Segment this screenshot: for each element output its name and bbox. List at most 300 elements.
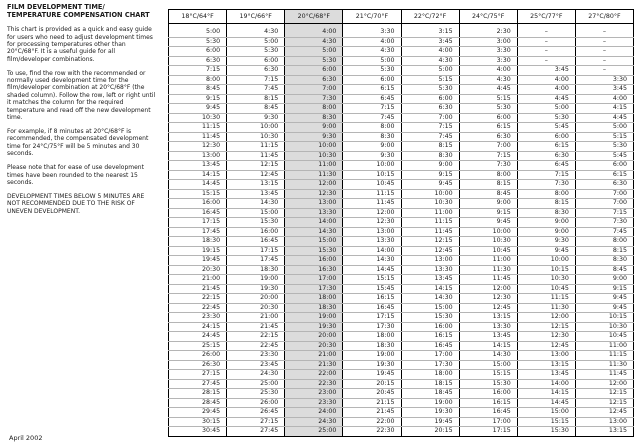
table-cell: 7:45 — [343, 113, 401, 123]
table-row — [169, 37, 634, 47]
table-cell: 5:30 — [401, 85, 459, 95]
table-cell: 18:00 — [285, 294, 343, 304]
table-cell: 19:45 — [169, 256, 227, 266]
table-cell: 11:15 — [169, 123, 227, 133]
table-cell: 19:30 — [285, 322, 343, 332]
table-cell: 6:30 — [401, 104, 459, 114]
table-cell: 18:00 — [343, 332, 401, 342]
table-cell: 11:30 — [285, 170, 343, 180]
table-cell: 9:45 — [169, 104, 227, 114]
warning-note: DEVELOPMENT TIMES BELOW 5 MINUTES ARE NOT RECOMMENDED DUE TO THE RISK OF UNEVEN DEVELOPMENT. — [7, 192, 145, 215]
table-cell: 6:15 — [575, 170, 633, 180]
table-cell: 14:45 — [517, 398, 575, 408]
table-row — [169, 427, 634, 437]
header-18c: 18°C/64°F — [169, 10, 227, 24]
table-cell: – — [575, 28, 633, 37]
table-cell: 14:00 — [517, 379, 575, 389]
table-cell: 15:00 — [459, 360, 517, 370]
table-cell: 11:15 — [575, 351, 633, 361]
table-cell: 11:15 — [343, 189, 401, 199]
table-cell: 7:30 — [517, 180, 575, 190]
table-cell: 13:00 — [343, 227, 401, 237]
table-cell: 13:00 — [517, 351, 575, 361]
table-cell: 24:15 — [169, 322, 227, 332]
table-cell: 8:45 — [575, 265, 633, 275]
table-cell: 10:15 — [343, 170, 401, 180]
table-cell: 23:30 — [169, 313, 227, 323]
table-cell: 3:45 — [517, 66, 575, 76]
table-cell: 8:00 — [459, 170, 517, 180]
table-cell: 12:30 — [459, 294, 517, 304]
table-cell: 9:45 — [517, 246, 575, 256]
table-cell: 14:30 — [285, 227, 343, 237]
table-row — [169, 389, 634, 399]
table-cell: 8:15 — [459, 180, 517, 190]
table-cell: 16:00 — [169, 199, 227, 209]
table-cell: 20:30 — [285, 341, 343, 351]
table-cell: 21:45 — [169, 284, 227, 294]
table-cell: 7:00 — [285, 85, 343, 95]
table-cell: – — [517, 56, 575, 66]
table-row — [169, 322, 634, 332]
table-row — [169, 104, 634, 114]
table-cell: 21:00 — [285, 351, 343, 361]
table-cell: 21:00 — [227, 313, 285, 323]
table-cell: 28:45 — [169, 398, 227, 408]
table-row — [169, 47, 634, 57]
table-cell: 12:00 — [285, 180, 343, 190]
table-cell: 13:15 — [459, 313, 517, 323]
table-cell: 7:15 — [227, 75, 285, 85]
table-cell: 10:30 — [401, 199, 459, 209]
instructions-panel — [7, 4, 157, 222]
table-cell: 7:45 — [401, 132, 459, 142]
header-22c: 22°C/72°F — [401, 10, 459, 24]
table-cell: 4:45 — [517, 94, 575, 104]
publication-date: April 2002 — [9, 434, 43, 442]
table-cell: 15:45 — [343, 284, 401, 294]
table-cell: 9:45 — [575, 303, 633, 313]
table-row — [169, 151, 634, 161]
table-row — [169, 332, 634, 342]
table-cell: 10:00 — [227, 123, 285, 133]
table-cell: 13:30 — [459, 322, 517, 332]
table-cell: 7:15 — [459, 151, 517, 161]
table-cell: 15:15 — [169, 189, 227, 199]
table-cell: 8:30 — [575, 256, 633, 266]
table-cell: 15:00 — [285, 237, 343, 247]
table-cell: 17:15 — [343, 313, 401, 323]
table-row — [169, 56, 634, 66]
example-paragraph: For example, if 8 minutes at 20°C/68°F is recommended, the compensated development time for 24°C/75°F will be 5 minutes and 30 seconds. — [7, 127, 149, 158]
table-cell: 12:15 — [575, 398, 633, 408]
table-cell: 13:00 — [575, 417, 633, 427]
table-cell: 12:45 — [227, 170, 285, 180]
table-row — [169, 132, 634, 142]
table-cell: 13:15 — [517, 360, 575, 370]
table-cell: 8:30 — [401, 151, 459, 161]
table-cell: 16:45 — [227, 237, 285, 247]
table-cell: 5:30 — [459, 104, 517, 114]
table-row — [169, 218, 634, 228]
table-cell: 19:30 — [227, 284, 285, 294]
table-cell: 10:30 — [575, 322, 633, 332]
table-cell: 15:00 — [227, 208, 285, 218]
table-cell: 14:15 — [401, 284, 459, 294]
table-cell: 3:30 — [459, 47, 517, 57]
table-cell: 6:00 — [285, 66, 343, 76]
table-cell: 5:15 — [459, 94, 517, 104]
table-cell: 17:30 — [343, 322, 401, 332]
table-cell: 9:15 — [401, 170, 459, 180]
table-cell: 13:45 — [227, 189, 285, 199]
table-cell: 11:30 — [575, 360, 633, 370]
table-cell: 7:45 — [575, 227, 633, 237]
table-cell: 13:45 — [169, 161, 227, 171]
table-cell: 10:00 — [343, 161, 401, 171]
table-cell: 4:45 — [459, 85, 517, 95]
table-cell: 11:45 — [227, 151, 285, 161]
header-27c: 27°C/80°F — [575, 10, 633, 24]
table-cell: 20:45 — [343, 389, 401, 399]
table-cell: – — [517, 37, 575, 47]
table-cell: 21:45 — [343, 408, 401, 418]
table-row — [169, 275, 634, 285]
table-cell: 7:00 — [575, 189, 633, 199]
table-cell: 6:00 — [459, 113, 517, 123]
table-cell: 6:30 — [459, 132, 517, 142]
table-cell: 11:00 — [575, 341, 633, 351]
table-cell: 13:45 — [401, 275, 459, 285]
table-cell: 12:45 — [575, 408, 633, 418]
table-cell: 24:00 — [285, 408, 343, 418]
table-cell: 11:15 — [227, 142, 285, 152]
table-cell: 26:00 — [227, 398, 285, 408]
table-cell: 6:15 — [517, 142, 575, 152]
table-cell: 14:15 — [169, 170, 227, 180]
table-cell: 26:00 — [169, 351, 227, 361]
table-cell: 19:45 — [401, 417, 459, 427]
table-cell: 18:45 — [401, 389, 459, 399]
table-row — [169, 142, 634, 152]
table-cell: 9:45 — [459, 218, 517, 228]
table-cell: 10:30 — [517, 275, 575, 285]
table-cell: 22:30 — [285, 379, 343, 389]
table-cell: 10:30 — [227, 132, 285, 142]
table-cell: 4:15 — [575, 104, 633, 114]
table-cell: 18:30 — [285, 303, 343, 313]
table-cell: 4:00 — [517, 85, 575, 95]
table-body — [169, 24, 634, 437]
table-cell: 27:45 — [227, 427, 285, 437]
table-cell: 12:15 — [517, 322, 575, 332]
table-cell: 14:45 — [169, 180, 227, 190]
table-cell: 10:45 — [343, 180, 401, 190]
table-cell: 17:45 — [169, 227, 227, 237]
table-cell: 6:00 — [401, 94, 459, 104]
table-cell: 20:15 — [343, 379, 401, 389]
table-cell: 11:00 — [459, 256, 517, 266]
table-cell: 20:30 — [169, 265, 227, 275]
table-cell: 22:30 — [343, 427, 401, 437]
table-cell: 11:45 — [575, 370, 633, 380]
table-cell: 8:00 — [169, 75, 227, 85]
table-cell: – — [575, 47, 633, 57]
table-cell: 11:45 — [401, 227, 459, 237]
table-row — [169, 66, 634, 76]
table-cell: 6:00 — [517, 132, 575, 142]
table-cell: 8:15 — [575, 246, 633, 256]
table-cell: 9:15 — [169, 94, 227, 104]
table-row — [169, 408, 634, 418]
table-cell: 13:00 — [169, 151, 227, 161]
table-cell: 14:30 — [227, 199, 285, 209]
header-25c: 25°C/77°F — [517, 10, 575, 24]
table-cell: 4:30 — [343, 47, 401, 57]
table-cell: 6:00 — [575, 161, 633, 171]
header-row — [169, 10, 634, 24]
table-cell: 18:15 — [401, 379, 459, 389]
table-cell: 13:00 — [285, 199, 343, 209]
table-cell: 6:30 — [517, 151, 575, 161]
table-row — [169, 180, 634, 190]
header-21c: 21°C/70°F — [343, 10, 401, 24]
table-cell: 6:15 — [459, 123, 517, 133]
table-cell: 4:00 — [459, 66, 517, 76]
table-cell: 6:00 — [227, 56, 285, 66]
table-cell: 9:30 — [517, 237, 575, 247]
table-cell: 9:00 — [517, 218, 575, 228]
table-cell: 21:00 — [169, 275, 227, 285]
table-cell: 16:45 — [169, 208, 227, 218]
table-cell: 20:15 — [401, 427, 459, 437]
table-cell: 8:15 — [401, 142, 459, 152]
table-cell: 5:30 — [285, 56, 343, 66]
table-cell: 24:30 — [285, 417, 343, 427]
table-cell: 2:30 — [459, 28, 517, 37]
table-cell: 23:00 — [285, 389, 343, 399]
table-cell: 12:00 — [575, 379, 633, 389]
table-cell: 10:45 — [517, 284, 575, 294]
table-cell: 4:00 — [343, 37, 401, 47]
chart-title: FILM DEVELOPMENT TIME/ TEMPERATURE COMPENSATION CHART — [7, 3, 150, 19]
table-cell: 9:15 — [459, 208, 517, 218]
table-cell: 3:30 — [343, 28, 401, 37]
table-cell: 12:30 — [343, 218, 401, 228]
table-cell: 14:15 — [459, 341, 517, 351]
table-cell: – — [575, 37, 633, 47]
table-cell: 25:30 — [227, 389, 285, 399]
table-cell: 17:30 — [401, 360, 459, 370]
table-cell: 6:45 — [517, 161, 575, 171]
table-cell: 5:30 — [169, 37, 227, 47]
table-cell: 22:15 — [169, 294, 227, 304]
table-cell: 13:45 — [459, 332, 517, 342]
table-cell: 11:15 — [517, 294, 575, 304]
table-cell: 10:30 — [285, 151, 343, 161]
table-cell: 5:00 — [285, 47, 343, 57]
table-cell: 12:30 — [285, 189, 343, 199]
table-cell: 13:30 — [401, 265, 459, 275]
table-cell: 12:15 — [401, 237, 459, 247]
table-row — [169, 398, 634, 408]
table-cell: 8:45 — [459, 189, 517, 199]
table-cell: 5:00 — [575, 123, 633, 133]
table-cell: 21:15 — [343, 398, 401, 408]
table-cell: 17:15 — [459, 427, 517, 437]
table-cell: 5:15 — [575, 132, 633, 142]
table-cell: 11:30 — [517, 303, 575, 313]
table-cell: 9:00 — [401, 161, 459, 171]
table-row — [169, 313, 634, 323]
table-cell: 9:00 — [343, 142, 401, 152]
table-cell: 15:00 — [401, 303, 459, 313]
table-cell: 8:45 — [227, 104, 285, 114]
table-cell: 5:30 — [575, 142, 633, 152]
table-row — [169, 265, 634, 275]
table-cell: 12:00 — [459, 284, 517, 294]
header-24c: 24°C/75°F — [459, 10, 517, 24]
table-cell: 7:00 — [401, 113, 459, 123]
table-cell: – — [517, 47, 575, 57]
table-cell: 12:30 — [517, 332, 575, 342]
table-cell: 5:30 — [227, 47, 285, 57]
table-cell: 25:00 — [285, 427, 343, 437]
table-cell: 26:45 — [227, 408, 285, 418]
table-cell: 3:15 — [401, 28, 459, 37]
table-cell: 3:30 — [575, 75, 633, 85]
table-cell: 11:30 — [459, 265, 517, 275]
usage-paragraph: To use, find the row with the recommended or normally used development time for the film/developer combination at 20°C/68°F (the shaded column). Follow the row, left or right until it matches the column for the required temperature and read off the new development time. — [7, 69, 156, 122]
table-row — [169, 170, 634, 180]
table-cell: 9:00 — [575, 275, 633, 285]
table-cell: 22:45 — [169, 303, 227, 313]
table-cell: 17:00 — [285, 275, 343, 285]
table-cell: 9:45 — [401, 180, 459, 190]
table-cell: 5:30 — [343, 66, 401, 76]
table-cell: 6:30 — [575, 180, 633, 190]
table-cell: 16:00 — [227, 227, 285, 237]
table-cell: 7:15 — [517, 170, 575, 180]
table-cell: – — [575, 66, 633, 76]
intro-paragraph: This chart is provided as a quick and easy guide for users who need to adjust development times for processing temperatures other than 20°C/68°F. It is a useful guide for all film/developer combinations. — [7, 26, 153, 63]
table-cell: 11:00 — [285, 161, 343, 171]
table-cell: 16:00 — [401, 322, 459, 332]
table-row — [169, 284, 634, 294]
table-row — [169, 28, 634, 37]
table-row — [169, 94, 634, 104]
table-cell: 11:45 — [459, 275, 517, 285]
table-cell: 17:00 — [459, 417, 517, 427]
table-cell: 9:45 — [575, 294, 633, 304]
table-cell: 10:00 — [401, 189, 459, 199]
header-19c: 19°C/66°F — [227, 10, 285, 24]
table-cell: 13:00 — [401, 256, 459, 266]
table-cell: 17:00 — [401, 351, 459, 361]
table-row — [169, 360, 634, 370]
table-cell: 10:45 — [575, 332, 633, 342]
table-row — [169, 351, 634, 361]
table-cell: 7:15 — [343, 104, 401, 114]
table-row — [169, 85, 634, 95]
table-cell: 19:00 — [401, 398, 459, 408]
table-cell: 18:30 — [227, 265, 285, 275]
table-cell: 8:00 — [343, 123, 401, 133]
table-cell: 7:30 — [575, 218, 633, 228]
table-cell: 22:45 — [227, 341, 285, 351]
table-cell: 19:30 — [343, 360, 401, 370]
table-cell: 13:15 — [575, 427, 633, 437]
table-cell: 18:00 — [401, 370, 459, 380]
table-cell: 15:30 — [401, 313, 459, 323]
table-cell: 8:30 — [517, 208, 575, 218]
table-cell: 6:30 — [285, 75, 343, 85]
table-cell: 12:45 — [459, 303, 517, 313]
table-cell: 16:30 — [285, 265, 343, 275]
table-cell: 14:15 — [517, 389, 575, 399]
table-cell: 9:15 — [575, 284, 633, 294]
table-cell: 4:00 — [401, 47, 459, 57]
table-cell: 14:45 — [343, 265, 401, 275]
table-cell: 19:00 — [285, 313, 343, 323]
table-cell: 6:30 — [227, 66, 285, 76]
table-cell: 5:30 — [517, 113, 575, 123]
table-cell: 11:45 — [343, 199, 401, 209]
table-cell: 16:45 — [343, 303, 401, 313]
table-cell: 13:30 — [343, 237, 401, 247]
table-row — [169, 379, 634, 389]
table-cell: 12:15 — [227, 161, 285, 171]
table-cell: 7:15 — [401, 123, 459, 133]
table-row — [169, 189, 634, 199]
table-cell: 5:15 — [401, 75, 459, 85]
table-cell: 10:15 — [517, 265, 575, 275]
table-cell: 13:15 — [227, 180, 285, 190]
table-cell: 19:00 — [227, 275, 285, 285]
table-cell: 16:15 — [459, 398, 517, 408]
table-cell: 8:30 — [343, 132, 401, 142]
table-cell: 12:00 — [343, 208, 401, 218]
table-cell: 17:15 — [169, 218, 227, 228]
table-cell: 3:30 — [459, 56, 517, 66]
table-cell: 15:30 — [517, 427, 575, 437]
table-cell: 3:00 — [459, 37, 517, 47]
table-cell: 14:30 — [459, 351, 517, 361]
table-cell: 8:15 — [517, 199, 575, 209]
table-cell: 30:45 — [169, 427, 227, 437]
table-cell: 4:00 — [517, 75, 575, 85]
table-cell: 25:15 — [169, 341, 227, 351]
table-cell: 18:30 — [169, 237, 227, 247]
table-row — [169, 256, 634, 266]
table-cell: 4:30 — [459, 75, 517, 85]
table-cell: 23:30 — [227, 351, 285, 361]
table-cell: 30:15 — [169, 417, 227, 427]
table-row — [169, 227, 634, 237]
table-cell: 9:00 — [517, 227, 575, 237]
table-cell: 7:45 — [227, 85, 285, 95]
table-cell: 28:15 — [169, 389, 227, 399]
table-cell: 8:00 — [517, 189, 575, 199]
table-cell: 16:15 — [401, 332, 459, 342]
table-cell: 15:15 — [343, 275, 401, 285]
table-cell: 21:45 — [227, 322, 285, 332]
table-cell: 12:30 — [169, 142, 227, 152]
table-cell: 6:45 — [343, 94, 401, 104]
table-cell: 4:30 — [285, 37, 343, 47]
table-cell: 12:45 — [517, 341, 575, 351]
table-cell: 3:45 — [575, 85, 633, 95]
